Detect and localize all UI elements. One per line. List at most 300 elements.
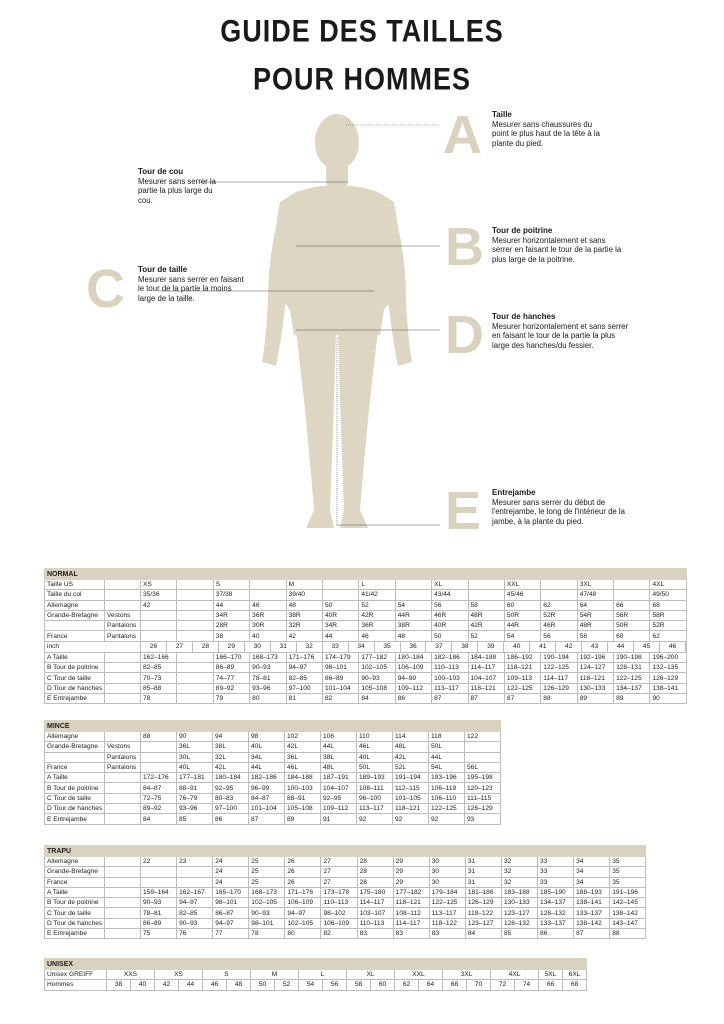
table-cell: M [286, 580, 322, 590]
table-cell: 27 [321, 877, 357, 887]
table-cell: 114–117 [393, 918, 429, 928]
table-cell: 113–117 [432, 683, 468, 693]
table-cell: 38 [107, 980, 131, 990]
table-cell [541, 580, 577, 590]
table-cell [614, 580, 650, 590]
table-cell: 118–121 [393, 898, 429, 908]
row-label: D Tour de hanches [45, 683, 105, 693]
table-cell: 44 [322, 631, 358, 641]
table-cell: 130–133 [577, 683, 613, 693]
table-cell [177, 867, 213, 877]
table-cell: 128–132 [538, 908, 574, 918]
table-row [45, 762, 501, 772]
table-cell: 123–127 [501, 908, 537, 918]
table-cell: 44 [179, 980, 203, 990]
table-cell: 86–89 [141, 918, 177, 928]
table-cell: 34 [574, 867, 610, 877]
table-cell: 34L [249, 752, 285, 762]
table-cell: 93–96 [250, 683, 286, 693]
table-cell: 102–105 [249, 898, 285, 908]
table-cell: 52 [359, 600, 395, 610]
label-entrejambe [492, 488, 632, 526]
table-cell: 38R [286, 610, 322, 620]
row-sublabel: Pantalons [105, 762, 141, 772]
row-label: France [45, 631, 105, 641]
table-cell: 90–93 [141, 898, 177, 908]
table-cell: 72–75 [141, 793, 177, 803]
row-sublabel [105, 814, 141, 824]
table-cell: 118–121 [577, 673, 613, 683]
table-cell: 47/48 [577, 590, 613, 600]
label-taille [492, 110, 604, 148]
row-label: Grande-Bretagne [45, 742, 105, 752]
table-cell: 109–112 [321, 804, 357, 814]
table-cell: 84–87 [249, 793, 285, 803]
letter-a: A [443, 105, 482, 165]
table-cell: 3XL [577, 580, 613, 590]
table-cell: 118–122 [465, 908, 501, 918]
table-cell: 43/44 [432, 590, 468, 600]
table-cell [177, 663, 213, 673]
letter-e: E [445, 481, 482, 541]
table-cell: 32 [501, 867, 537, 877]
table-cell: 90 [650, 693, 687, 703]
table-cell: 101–104 [322, 683, 358, 693]
table-cell: 50R [504, 610, 540, 620]
table-cell: 58 [577, 631, 613, 641]
table-cell: 82–85 [177, 908, 213, 918]
table-cell: 39/40 [286, 590, 322, 600]
table-cell: 106 [321, 732, 357, 742]
table-cell: 42L [285, 742, 321, 752]
table-cell [395, 580, 431, 590]
table-cell [177, 590, 213, 600]
table-cell: XXL [504, 580, 540, 590]
table-cell: 102–105 [285, 918, 321, 928]
table-cell: 24 [213, 877, 249, 887]
row-sublabel: Pantalons [105, 631, 141, 641]
table-cell: 46 [250, 600, 286, 610]
table-cell: 84 [141, 814, 177, 824]
table-cell: 182–186 [432, 652, 468, 662]
table-cell: 132–135 [650, 663, 687, 673]
table-cell: 82–85 [141, 663, 177, 673]
row-label: D Tour de hanches [45, 918, 105, 928]
table-cell: 90–93 [177, 918, 213, 928]
table-cell: 40L [249, 742, 285, 752]
row-label: Hommes [45, 980, 107, 990]
table-cell: 143–147 [610, 918, 646, 928]
table-cell: 82–85 [286, 673, 322, 683]
table-cell: 38 [213, 631, 249, 641]
table-cell: 82 [321, 929, 357, 939]
table-cell [141, 610, 177, 620]
table-cell [465, 752, 501, 762]
table-cell: 77 [213, 929, 249, 939]
row-sublabel: Vestons [105, 742, 141, 752]
table-cell: 106–109 [321, 918, 357, 928]
table-cell: 80 [285, 929, 321, 939]
table-cell: 31 [465, 877, 501, 887]
table-cell: 86–89 [322, 673, 358, 683]
table-cell: 32L [213, 752, 249, 762]
table-cell: 83 [393, 929, 429, 939]
table-cell: 42 [286, 631, 322, 641]
table-cell [541, 590, 577, 600]
table-cell: S [203, 970, 251, 980]
table-cell [141, 742, 177, 752]
table-cell: 98–101 [249, 918, 285, 928]
table-cell: 126–129 [465, 804, 501, 814]
table-cell: 28 [357, 877, 393, 887]
table-cell: 94–97 [285, 908, 321, 918]
table-cell: 188–193 [574, 887, 610, 897]
table-cell: 92–95 [213, 783, 249, 793]
table-cell: 46R [432, 610, 468, 620]
inch-cell: 33 [323, 642, 349, 652]
table-cell: 40R [322, 610, 358, 620]
inch-cell: 42 [556, 642, 582, 652]
table-cell: 58 [468, 600, 504, 610]
table-cell: 64 [577, 600, 613, 610]
table-row [45, 970, 587, 980]
table-unisex [44, 958, 587, 991]
table-cell: 122–125 [541, 663, 577, 673]
table-cell: 86–89 [213, 663, 249, 673]
table-cell: 105–108 [285, 804, 321, 814]
table-cell: 52 [275, 980, 299, 990]
table-cell: 94–97 [213, 918, 249, 928]
letter-b: B [445, 217, 484, 277]
table-cell: 105–108 [359, 683, 395, 693]
page-title-line2: POUR HOMMES [252, 61, 471, 97]
table-cell: 28R [213, 621, 249, 631]
table-cell: 113–117 [429, 908, 465, 918]
table-cell: 104–107 [468, 673, 504, 683]
table-cell: 22 [141, 857, 177, 867]
table-cell: 89–92 [141, 804, 177, 814]
table-cell: 74–77 [213, 673, 249, 683]
table-cell: 56L [465, 762, 501, 772]
row-label: E Entrejambe [45, 693, 105, 703]
row-label: C Tour de taille [45, 908, 105, 918]
table-row [45, 814, 501, 824]
table-cell: 30L [177, 752, 213, 762]
row-sublabel [105, 887, 141, 897]
table-cell: 106–109 [285, 898, 321, 908]
table-cell: 62 [650, 631, 687, 641]
table-normal-title: NORMAL [45, 569, 687, 580]
table-cell: 44L [249, 762, 285, 772]
table-cell: 70–73 [141, 673, 177, 683]
table-row [45, 908, 646, 918]
table-cell: 114 [393, 732, 429, 742]
table-row [45, 580, 687, 590]
table-cell: 52R [541, 610, 577, 620]
table-cell: 171–176 [285, 887, 321, 897]
table-cell: 86–87 [213, 908, 249, 918]
inch-cell: 34 [349, 642, 375, 652]
table-cell: 34 [574, 877, 610, 887]
table-cell: 25 [249, 857, 285, 867]
table-cell: 50R [614, 621, 650, 631]
inch-cell: 29 [219, 642, 245, 652]
table-cell: 32 [501, 877, 537, 887]
inch-cell: 46 [660, 642, 686, 652]
inch-cell: 26 [141, 642, 167, 652]
table-trapu [44, 845, 646, 939]
table-cell [141, 621, 177, 631]
label-entrejambe-text: Mesurer sans serrer du début de l'entrejambe, le long de l'intérieur de la jambe, à la plante du pied. [492, 497, 626, 526]
row-label: Allemagne [45, 732, 105, 742]
table-cell: 72 [491, 980, 515, 990]
table-cell: 54 [395, 600, 431, 610]
table-cell: 35 [610, 867, 646, 877]
label-tour-de-taille [138, 265, 248, 303]
table-cell: 108–111 [357, 783, 393, 793]
table-cell: 100–103 [285, 783, 321, 793]
table-cell: 40L [357, 752, 393, 762]
inch-cell: 41 [530, 642, 556, 652]
table-cell: 89 [577, 693, 613, 703]
label-tour-de-cou [138, 167, 222, 205]
table-cell [177, 621, 213, 631]
table-cell: 64 [419, 980, 443, 990]
label-poitrine-title: Tour de poitrine [492, 226, 553, 235]
table-cell: 52 [468, 631, 504, 641]
table-cell: 40 [250, 631, 286, 641]
table-cell: 174–179 [322, 652, 358, 662]
table-cell: 142–145 [610, 898, 646, 908]
table-cell: L [299, 970, 347, 980]
table-row [45, 804, 501, 814]
table-cell: 54 [299, 980, 323, 990]
table-cell: XS [141, 580, 177, 590]
table-cell: 122 [465, 732, 501, 742]
table-cell: 33 [538, 857, 574, 867]
table-cell [468, 580, 504, 590]
table-cell: 42L [213, 762, 249, 772]
table-cell: 34R [322, 621, 358, 631]
table-cell: 31 [465, 857, 501, 867]
table-cell: 24 [213, 857, 249, 867]
table-cell: 86 [538, 929, 574, 939]
table-cell: 48L [321, 762, 357, 772]
table-row [45, 732, 501, 742]
table-cell: 84 [359, 693, 395, 703]
table-row [45, 793, 501, 803]
table-cell: 88–91 [285, 793, 321, 803]
table-cell [177, 877, 213, 887]
table-cell: 193–196 [429, 773, 465, 783]
table-cell: 191–194 [393, 773, 429, 783]
table-cell: 123–127 [465, 918, 501, 928]
table-cell: 109–113 [504, 673, 540, 683]
table-cell: 32R [286, 621, 322, 631]
table-cell [141, 867, 177, 877]
row-sublabel: Pantalons [105, 621, 141, 631]
table-cell: 89–92 [213, 683, 249, 693]
row-label: A Taille [45, 652, 105, 662]
table-cell: 88 [541, 693, 577, 703]
table-cell: 33 [538, 867, 574, 877]
table-cell: 28 [357, 857, 393, 867]
table-cell: 92 [393, 814, 429, 824]
table-cell: 48R [468, 610, 504, 620]
table-cell: 98–102 [321, 908, 357, 918]
table-cell: 92 [357, 814, 393, 824]
table-cell [141, 762, 177, 772]
table-cell: M [251, 970, 299, 980]
table-cell [177, 580, 213, 590]
table-row [45, 867, 646, 877]
table-cell: 48L [393, 742, 429, 752]
table-cell: 103–107 [357, 908, 393, 918]
table-cell: 138–141 [650, 683, 687, 693]
table-cell: 6XL [563, 970, 587, 980]
table-cell [322, 590, 358, 600]
table-row [45, 918, 646, 928]
table-cell: 29 [393, 857, 429, 867]
row-label: C Tour de taille [45, 673, 105, 683]
table-cell: 45/46 [504, 590, 540, 600]
table-cell: 78 [141, 693, 177, 703]
table-cell: 26 [285, 867, 321, 877]
table-cell: 35 [610, 857, 646, 867]
table-cell [141, 752, 177, 762]
table-row [45, 742, 501, 752]
table-cell: 168–173 [250, 652, 286, 662]
table-cell: 122–125 [614, 673, 650, 683]
row-label [45, 621, 105, 631]
table-cell: 38R [395, 621, 431, 631]
table-row [45, 631, 687, 641]
table-cell: 192–196 [577, 652, 613, 662]
table-cell: 177–182 [359, 652, 395, 662]
table-row [45, 621, 687, 631]
row-label: France [45, 762, 105, 772]
inch-cells [141, 641, 687, 652]
table-row [45, 693, 687, 703]
table-cell: 87 [504, 693, 540, 703]
table-cell: 179–184 [429, 887, 465, 897]
table-row [45, 929, 646, 939]
table-cell: 40 [131, 980, 155, 990]
row-label: France [45, 877, 105, 887]
table-cell: 34R [213, 610, 249, 620]
table-cell: 86 [395, 693, 431, 703]
table-cell: 87 [574, 929, 610, 939]
table-normal [44, 568, 687, 704]
row-label: Grande-Bretagne [45, 610, 105, 620]
table-cell: 166–170 [213, 652, 249, 662]
table-cell: 90–93 [249, 908, 285, 918]
row-sublabel [105, 898, 141, 908]
table-cell: 83 [357, 929, 393, 939]
page-title-line1: GUIDE DES TAILLES [220, 13, 504, 49]
table-cell [141, 631, 177, 641]
body-diagram [0, 100, 724, 550]
table-cell: 5XL [539, 970, 563, 980]
inch-cell: 30 [245, 642, 271, 652]
table-cell: 94–99 [395, 673, 431, 683]
table-cell [177, 652, 213, 662]
table-cell: 134–137 [538, 898, 574, 908]
table-cell: 94–97 [177, 898, 213, 908]
table-unisex-title: UNISEX [45, 959, 587, 970]
table-row [45, 980, 587, 990]
table-cell: 88–91 [177, 783, 213, 793]
table-cell: 25 [249, 877, 285, 887]
table-cell: 159–164 [141, 887, 177, 897]
label-hanches-text: Mesurer horizontalement et sans serrer en faisant le tour de la partie la plus large des hanches/du fessier. [492, 321, 629, 350]
table-cell: 36L [177, 742, 213, 752]
table-cell: 87 [249, 814, 285, 824]
row-sublabel [105, 804, 141, 814]
letter-d: D [445, 305, 484, 365]
table-cell: 44R [504, 621, 540, 631]
table-cell: 118 [429, 732, 465, 742]
table-cell: 76–79 [177, 793, 213, 803]
table-row [45, 610, 687, 620]
row-sublabel [105, 783, 141, 793]
table-row [45, 683, 687, 693]
table-cell [177, 673, 213, 683]
table-cell: 44L [429, 752, 465, 762]
table-cell: 30 [429, 857, 465, 867]
row-sublabel [105, 908, 141, 918]
row-sublabel [105, 580, 141, 590]
table-cell: 82 [322, 693, 358, 703]
table-cell: 196–200 [650, 652, 687, 662]
table-cell: 184–188 [285, 773, 321, 783]
table-cell: 138–142 [574, 918, 610, 928]
label-taille-title: Taille [492, 110, 512, 119]
table-cell: 52L [393, 762, 429, 772]
table-row [45, 857, 646, 867]
table-cell: 24 [213, 867, 249, 877]
table-cell: 128–132 [501, 918, 537, 928]
row-label: A Taille [45, 887, 105, 897]
table-cell: 41/42 [359, 590, 395, 600]
table-cell: 25 [249, 867, 285, 877]
table-cell: 138–142 [610, 908, 646, 918]
table-cell: 191–196 [610, 887, 646, 897]
table-cell: 62 [541, 600, 577, 610]
table-cell: 60 [504, 600, 540, 610]
row-label: C Tour de taille [45, 793, 105, 803]
table-cell: 126–129 [650, 673, 687, 683]
table-cell: L [359, 580, 395, 590]
table-cell: 88 [141, 732, 177, 742]
row-label [45, 752, 105, 762]
table-cell: 106–109 [395, 663, 431, 673]
table-cell: 74 [515, 980, 539, 990]
label-taille-tour-text: Mesurer sans serrer en faisant le tour de la partie la moins large de la taille. [138, 274, 244, 303]
table-cell: 92 [429, 814, 465, 824]
label-poitrine-text: Mesurer horizontalement et sans serrer en faisant le tour de la partie la plus large de la poitrine. [492, 235, 622, 264]
table-cell: 98–101 [322, 663, 358, 673]
table-cell: XS [155, 970, 203, 980]
row-label: Grande-Bretagne [45, 867, 105, 877]
inch-cell: 28 [193, 642, 219, 652]
table-cell: 76 [177, 929, 213, 939]
row-label: B Tour de poitrine [45, 898, 105, 908]
table-cell: 97–100 [213, 804, 249, 814]
table-cell: 98 [249, 732, 285, 742]
table-cell: 92–95 [321, 793, 357, 803]
table-cell [177, 693, 213, 703]
